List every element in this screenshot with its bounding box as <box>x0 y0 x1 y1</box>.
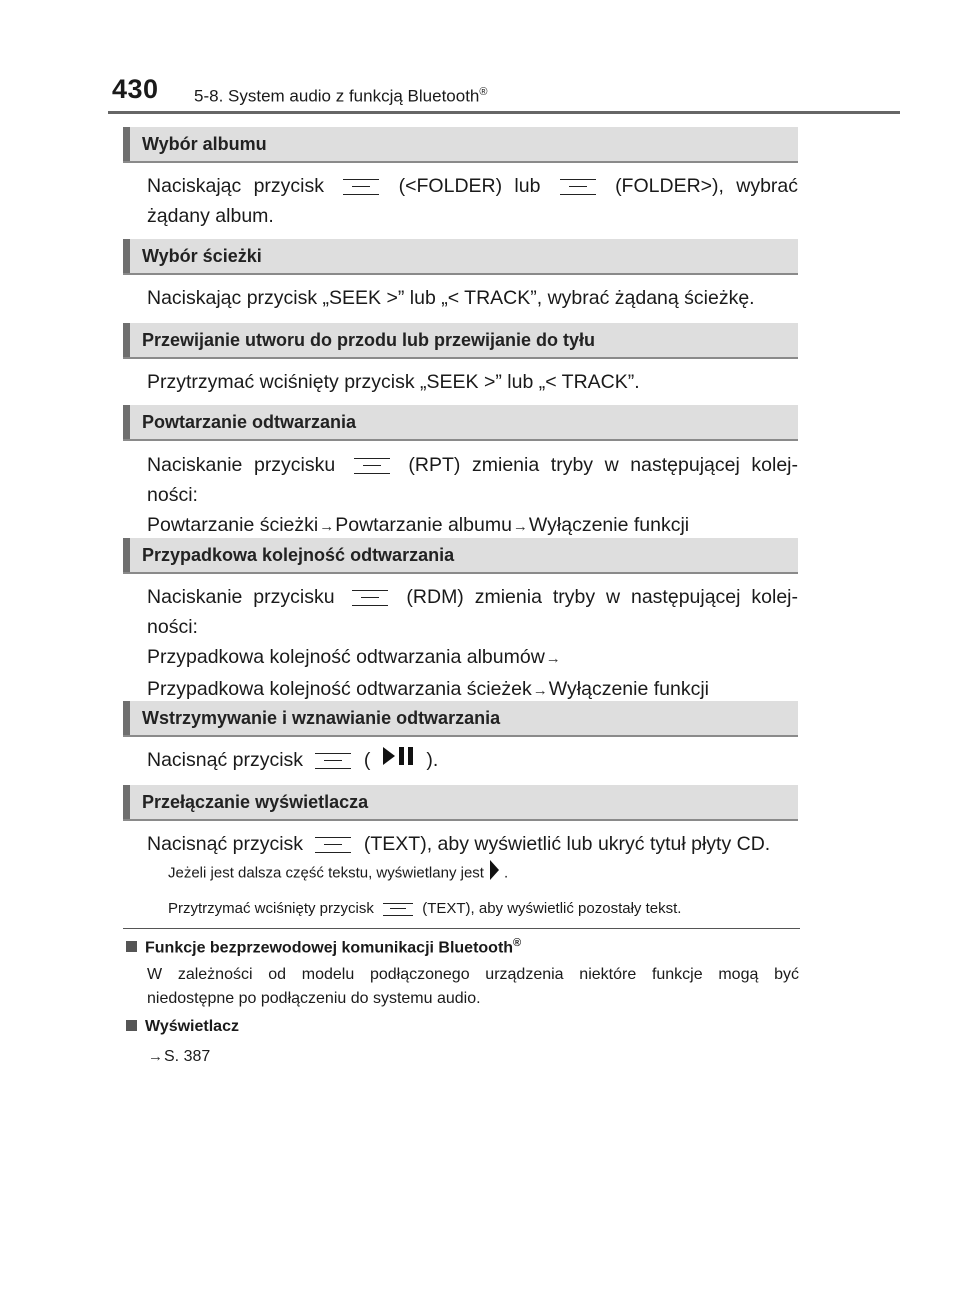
section-heading-album <box>123 127 798 163</box>
button-symbol-icon <box>315 837 351 853</box>
note-heading-bluetooth: Funkcje bezprzewodowej komunikacji Bluetooth® <box>126 937 521 957</box>
paragraph-fastforward: Przytrzymać wciśnięty przycisk „SEEK >” lub „< TRACK”. <box>147 371 640 393</box>
section-heading-repeat <box>123 405 798 441</box>
section-heading-display <box>123 785 798 821</box>
header-rule <box>108 111 900 114</box>
arrow-icon: → <box>532 682 548 699</box>
play-pause-icon <box>380 745 416 776</box>
section-heading-pause <box>123 701 798 737</box>
section-title: Wybór ścieżki <box>142 246 262 266</box>
section-heading-fastforward <box>123 323 798 359</box>
section-heading-random <box>123 538 798 574</box>
paragraph-display: Nacisnąć przycisk (TEXT), aby wyświetlić lub ukryć tytuł płyty CD. <box>147 833 771 855</box>
arrow-icon: → <box>148 1048 163 1065</box>
button-symbol-icon <box>560 179 596 195</box>
section-title: Powtarzanie odtwarzania <box>142 412 357 432</box>
arrow-icon: → <box>512 518 528 535</box>
arrow-icon: → <box>319 518 335 535</box>
section-title: Przewijanie utworu do przodu lub przewijanie do tyłu <box>142 330 596 350</box>
paragraph-track: Naciskając przycisk „SEEK >” lub „< TRACK”, wybrać żądaną ścieżkę. <box>147 287 755 309</box>
paragraph-pause: Nacisnąć przycisk ( ). <box>147 745 798 776</box>
section-divider <box>123 928 800 929</box>
section-title: Przypadkowa kolejność odtwarzania <box>142 545 455 565</box>
section-title: Wstrzymywanie i wznawianie odtwarzania <box>142 708 501 728</box>
square-bullet-icon <box>126 941 137 952</box>
paragraph-random: Naciskanie przycisku (RDM) zmienia tryby w następującej kolej- ności: Przypadkowa kolejność odtwarzania albumów→ Przypadkowa kolejność odtwarzania ścieżek→Wyłączenie funkcji <box>147 586 798 700</box>
note-heading-display: Wyświetlacz <box>126 1018 239 1036</box>
button-symbol-icon <box>352 590 388 606</box>
button-symbol-icon <box>315 753 351 769</box>
button-symbol-icon <box>383 903 413 916</box>
section-title: Wybór albumu <box>142 134 267 154</box>
note-body-bluetooth: W zależności od modelu podłączonego urządzenia niektóre funkcje mogą być niedostępne po podłączeniu do systemu audio. <box>147 966 799 1007</box>
more-text-arrow-icon <box>488 859 500 888</box>
section-heading-track <box>123 239 798 275</box>
paragraph-album: Naciskając przycisk (<FOLDER) lub (FOLDER>), wybrać żądany album. <box>147 175 799 227</box>
section-title: Przełączanie wyświetlacza <box>142 792 369 812</box>
chapter-title: 5-8. System audio z funkcją Bluetooth® <box>194 86 488 106</box>
button-symbol-icon <box>343 179 379 195</box>
page-number: 430 <box>112 74 159 104</box>
button-symbol-icon <box>354 458 390 474</box>
square-bullet-icon <box>126 1020 137 1031</box>
page-reference-link[interactable]: S. 387 <box>164 1048 211 1065</box>
note-display: Jeżeli jest dalsza część tekstu, wyświetlany jest . Przytrzymać wciśnięty przycisk (TEXT), aby wyświetlić pozostały tekst. <box>168 859 800 920</box>
note-body-display <box>147 1045 799 1069</box>
paragraph-repeat: Naciskanie przycisku (RPT) zmienia tryby w następującej kolej- ności: Powtarzanie ścieżki→Powtarzanie albumu→Wyłączenie funkcji <box>147 454 798 536</box>
arrow-icon: → <box>545 650 561 667</box>
page-header <box>108 74 900 110</box>
